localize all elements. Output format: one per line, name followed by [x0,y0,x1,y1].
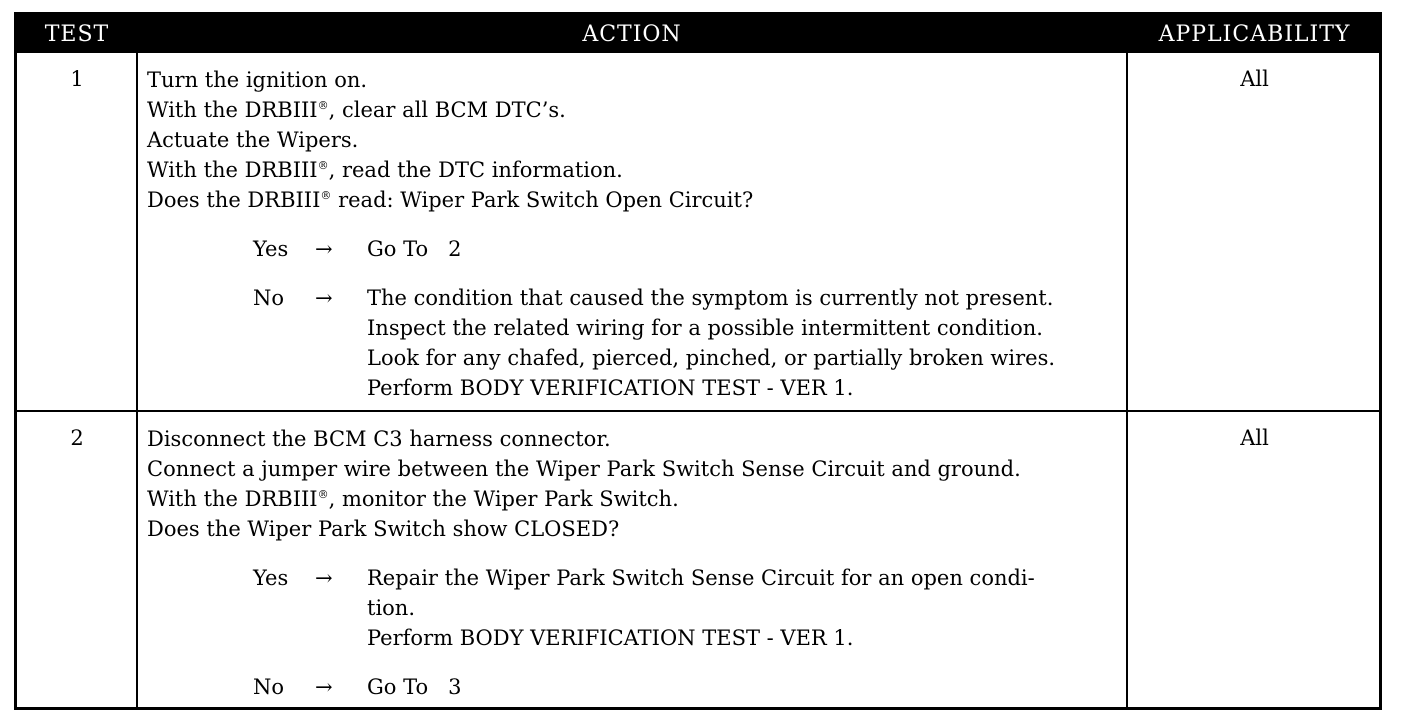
response-yes [147,234,1122,264]
action-step: Actuate the Wipers. [147,128,359,152]
response-no [147,283,1122,403]
right-arrow-icon: → [315,675,333,699]
registered-mark: ® [317,488,329,501]
action-step: With the DRBIII®, clear all BCM DTC’s. [147,98,566,122]
response-text: Look for any chafed, pierced, pinched, or partially broken wires. [367,346,1056,370]
right-arrow-icon: → [315,237,333,261]
action-cell [147,424,1122,702]
response-label: No [253,675,285,699]
response-text: Inspect the related wiring for a possible intermittent condition. [367,316,1043,340]
applicability-value: All [1240,67,1269,91]
diagnostic-test-table [14,12,1382,710]
response-yes [147,563,1122,653]
registered-mark: ® [320,189,332,202]
action-cell [147,65,1122,403]
action-step: With the DRBIII®, monitor the Wiper Park Switch. [147,487,679,511]
table-row [17,53,1379,410]
applicability-value: All [1240,426,1269,450]
action-step: Disconnect the BCM C3 harness connector. [147,427,611,451]
action-question: Does the DRBIII® read: Wiper Park Switch Open Circuit? [147,188,754,212]
response-no [147,672,1122,702]
response-text: Go To 3 [367,675,462,699]
table-header [17,15,1379,53]
registered-mark: ® [317,99,329,112]
response-label: Yes [253,566,289,590]
right-arrow-icon: → [315,286,333,310]
action-step: With the DRBIII®, read the DTC information. [147,158,623,182]
test-number: 2 [70,426,84,450]
action-step: Connect a jumper wire between the Wiper Park Switch Sense Circuit and ground. [147,457,1021,481]
registered-mark: ® [317,159,329,172]
action-step: Turn the ignition on. [147,68,368,92]
test-number: 1 [70,67,84,91]
action-question: Does the Wiper Park Switch show CLOSED? [147,517,620,541]
header-test: TEST [44,22,110,47]
response-label: No [253,286,285,310]
header-applicability: APPLICABILITY [1158,22,1351,47]
right-arrow-icon: → [315,566,333,590]
response-label: Yes [253,237,289,261]
table-row [17,412,1379,710]
response-text: Perform BODY VERIFICATION TEST - VER 1. [367,626,854,650]
response-text: Go To 2 [367,237,462,261]
header-action: ACTION [582,22,682,47]
response-text: The condition that caused the symptom is currently not present. [367,286,1054,310]
response-text: Repair the Wiper Park Switch Sense Circuit for an open condi- [367,566,1035,590]
response-text: tion. [367,596,415,620]
response-text: Perform BODY VERIFICATION TEST - VER 1. [367,376,854,400]
